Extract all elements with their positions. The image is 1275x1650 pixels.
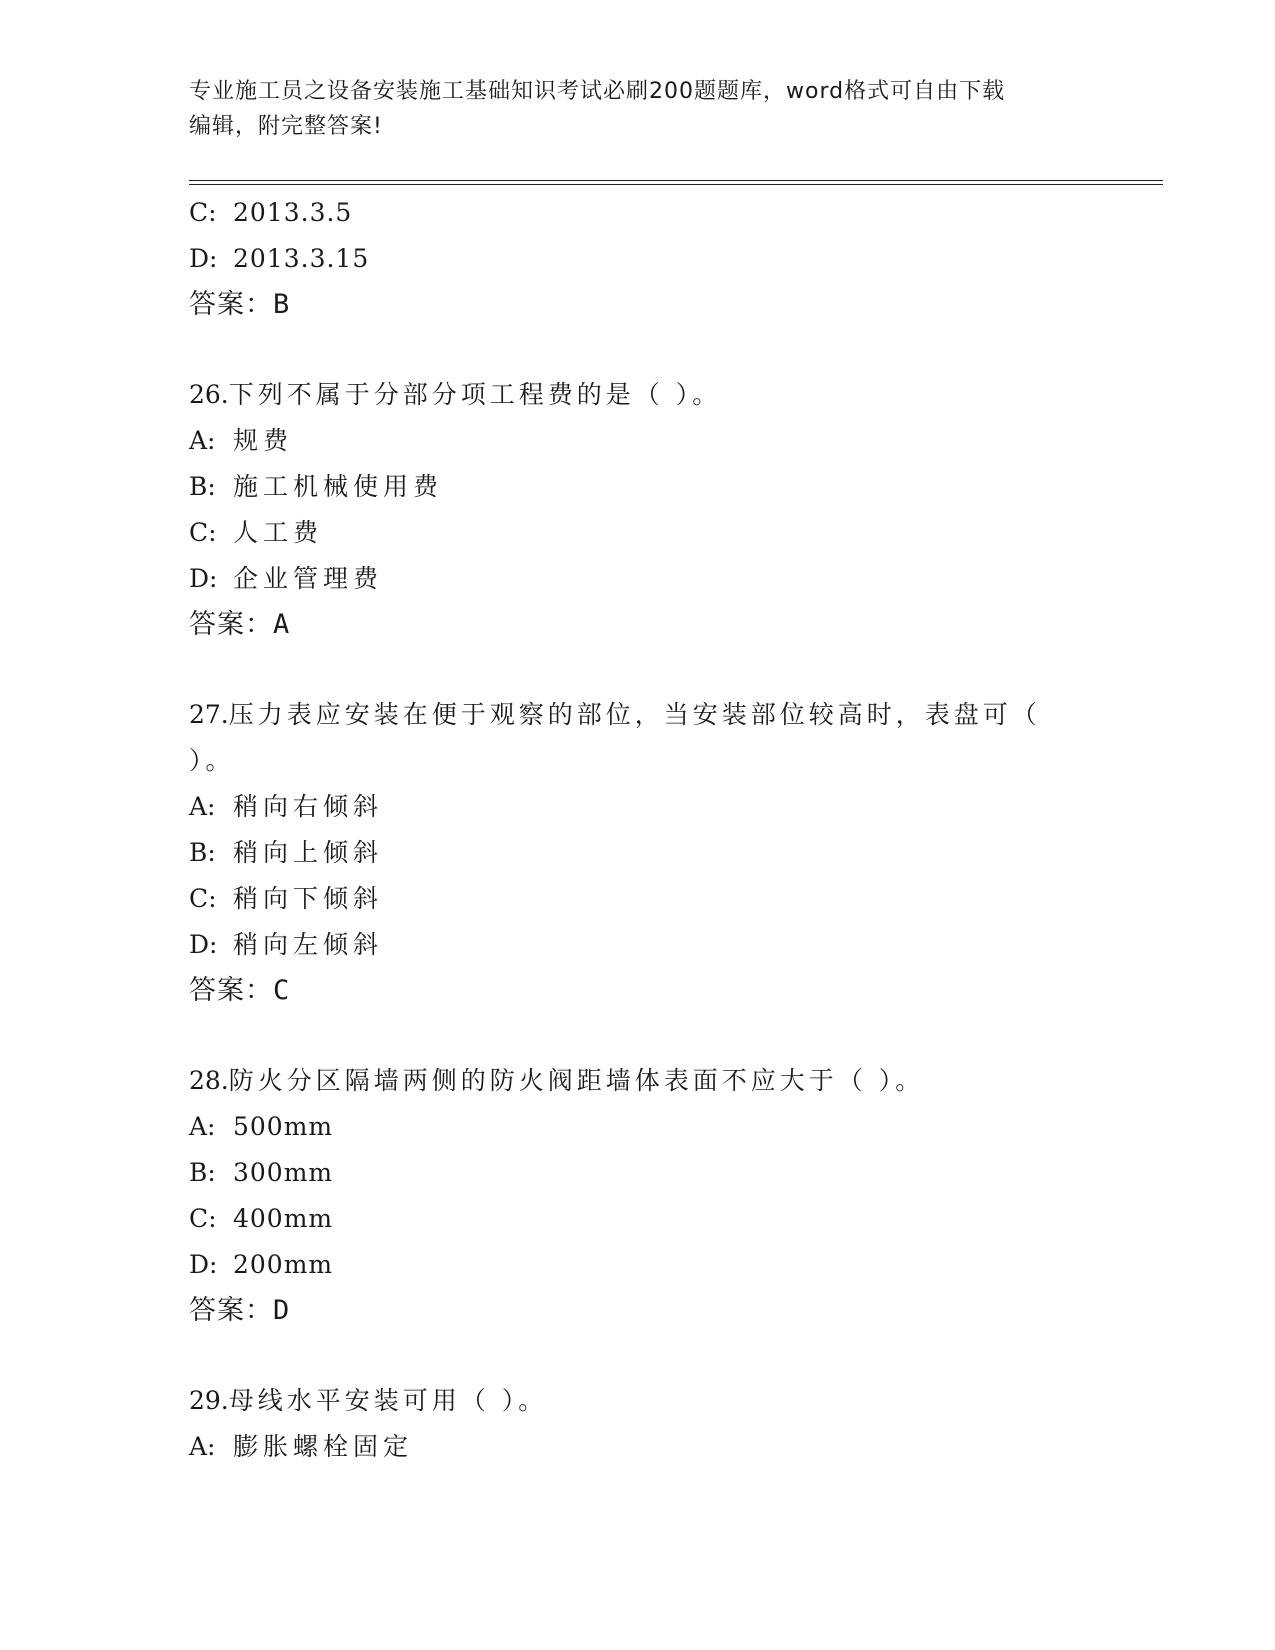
option-key: D: — [189, 564, 218, 593]
header-line-1: 专业施工员之设备安装施工基础知识考试必刷200题题库，word格式可自由下载 — [189, 79, 1006, 104]
question-list — [189, 190, 1149, 1470]
answer-line — [189, 1288, 1149, 1334]
question-stem — [189, 1058, 1049, 1104]
option-key: D: — [189, 1250, 218, 1279]
option-key: C: — [189, 518, 217, 547]
option-text: 稍向左倾斜 — [233, 930, 384, 959]
option-key: C: — [189, 1204, 217, 1233]
option-text: 膨胀螺栓固定 — [233, 1432, 414, 1461]
option-text: 2013.3.5 — [233, 198, 353, 227]
question-number: 29. — [189, 1386, 229, 1415]
header-line-2: 编辑，附完整答案! — [189, 114, 383, 139]
option-key: C: — [189, 198, 217, 227]
option-text: 500mm — [233, 1112, 334, 1141]
question-text: 防火分区隔墙两侧的防火阀距墙体表面不应大于（ ）。 — [228, 1066, 925, 1095]
header-divider-bottom — [189, 184, 1163, 185]
question-text: 母线水平安装可用（ ）。 — [228, 1386, 548, 1415]
question-28 — [189, 1058, 1149, 1334]
answer-line — [189, 602, 1149, 648]
question-stem — [189, 372, 1049, 418]
option-a — [189, 784, 1149, 830]
option-key: A: — [189, 426, 216, 455]
question-number: 26. — [189, 380, 229, 409]
option-d — [189, 556, 1149, 602]
question-number: 27. — [189, 700, 229, 729]
question-stem-continued — [189, 738, 1049, 784]
option-key: D: — [189, 930, 218, 959]
question-29 — [189, 1378, 1149, 1470]
option-key: C: — [189, 884, 217, 913]
option-text: 企业管理费 — [233, 564, 384, 593]
option-b — [189, 830, 1149, 876]
option-text: 300mm — [233, 1158, 334, 1187]
option-text: 规费 — [233, 426, 294, 455]
option-a — [189, 1104, 1149, 1150]
option-key: A: — [189, 1112, 216, 1141]
option-text: 400mm — [233, 1204, 334, 1233]
option-text: 稍向上倾斜 — [233, 838, 384, 867]
answer-label: 答案： — [189, 289, 273, 320]
question-27 — [189, 692, 1149, 1014]
option-a — [189, 418, 1149, 464]
option-c — [189, 510, 1149, 556]
answer-value: A — [273, 609, 291, 640]
question-stem — [189, 1378, 1049, 1424]
option-key: B: — [189, 1158, 216, 1187]
answer-value: D — [273, 1295, 291, 1326]
option-text: 稍向右倾斜 — [233, 792, 384, 821]
answer-value: C — [273, 975, 291, 1006]
option-key: A: — [189, 1432, 216, 1461]
option-key: B: — [189, 472, 216, 501]
option-c — [189, 876, 1149, 922]
option-d — [189, 236, 1149, 282]
option-key: B: — [189, 838, 216, 867]
question-26 — [189, 372, 1149, 648]
question-text-line-2: ）。 — [189, 746, 235, 775]
question-stem — [189, 692, 1049, 738]
option-b — [189, 1150, 1149, 1196]
option-text: 稍向下倾斜 — [233, 884, 384, 913]
document-header — [189, 74, 1089, 144]
option-text: 200mm — [233, 1250, 334, 1279]
option-c — [189, 190, 1149, 236]
option-c — [189, 1196, 1149, 1242]
option-text: 人工费 — [233, 518, 324, 547]
question-number: 28. — [189, 1066, 229, 1095]
answer-line — [189, 968, 1149, 1014]
question-text: 下列不属于分部分项工程费的是（ ）。 — [228, 380, 722, 409]
question-25-continued — [189, 190, 1149, 328]
answer-line — [189, 282, 1149, 328]
option-d — [189, 1242, 1149, 1288]
answer-label: 答案： — [189, 1295, 273, 1326]
answer-value: B — [273, 289, 291, 320]
answer-label: 答案： — [189, 609, 273, 640]
option-text: 施工机械使用费 — [233, 472, 444, 501]
option-text: 2013.3.15 — [233, 244, 370, 273]
question-text-line-1: 压力表应安装在便于观察的部位，当安装部位较高时，表盘可（ — [228, 700, 1041, 729]
option-key: A: — [189, 792, 216, 821]
option-d — [189, 922, 1149, 968]
answer-label: 答案： — [189, 975, 273, 1006]
option-a — [189, 1424, 1149, 1470]
option-key: D: — [189, 244, 218, 273]
header-divider-top — [189, 180, 1163, 181]
option-b — [189, 464, 1149, 510]
